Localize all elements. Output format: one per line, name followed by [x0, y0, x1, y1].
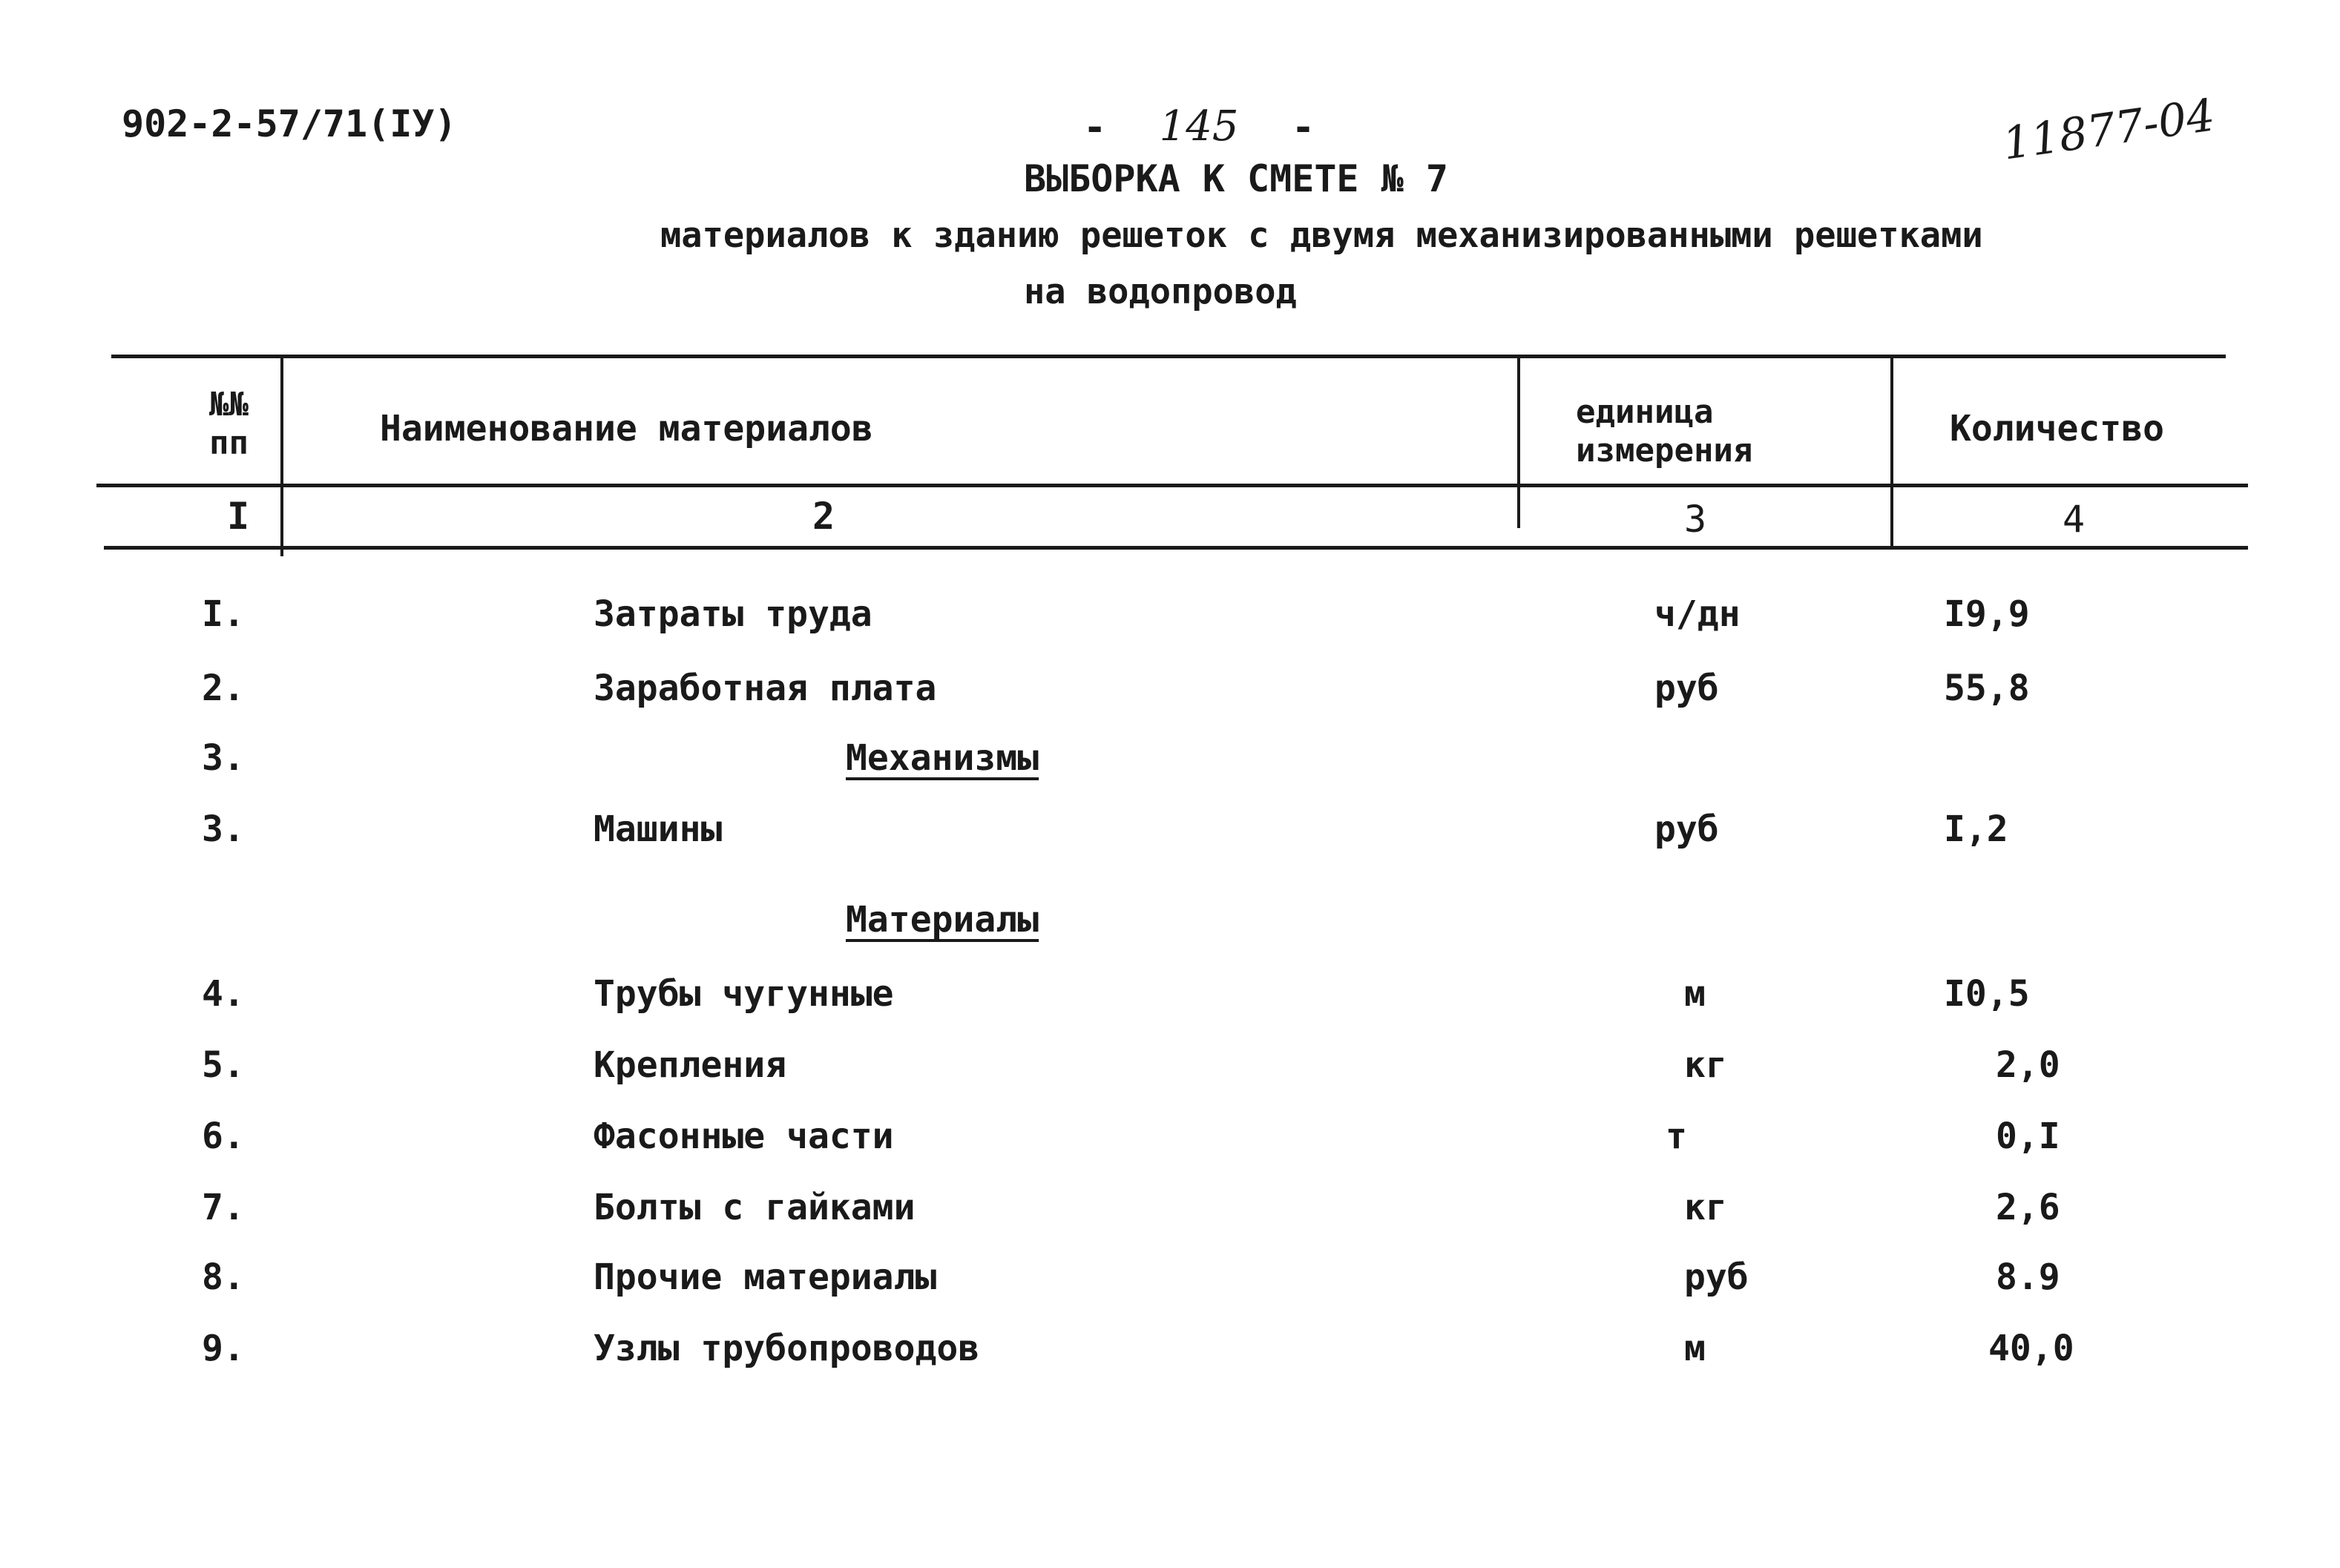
row-number: 4.	[202, 973, 245, 1015]
table-col-divider-1	[280, 356, 283, 556]
subtitle-line-2: на водопровод	[1024, 271, 1297, 312]
row-unit: руб	[1654, 808, 1719, 850]
row-quantity: 40,0	[1988, 1328, 2074, 1369]
table-row	[0, 808, 2340, 853]
row-name: Машины	[594, 808, 723, 850]
table-row	[0, 973, 2340, 1018]
row-name: Затраты труда	[594, 593, 872, 635]
col-header-unit-line1: единица	[1576, 393, 1714, 431]
row-unit: кг	[1684, 1044, 1727, 1086]
row-quantity: I,2	[1944, 808, 2008, 850]
archive-number: 11877-04	[1999, 89, 2218, 171]
col-header-qty: Количество	[1950, 408, 2164, 449]
table-row	[0, 1328, 2340, 1372]
col-header-num	[209, 386, 249, 463]
table-row-section	[0, 899, 2340, 943]
row-quantity: 2,0	[1996, 1044, 2060, 1086]
col-header-unit-line2: измерения	[1576, 432, 1753, 470]
table-index-rule	[104, 546, 2248, 550]
col-header-name: Наименование материалов	[380, 408, 873, 449]
subtitle-line-1: материалов к зданию решеток с двумя механизированными решетками	[660, 215, 1983, 256]
row-unit: т	[1666, 1116, 1687, 1157]
table-col-divider-3	[1890, 356, 1893, 549]
col-index-2: 2	[812, 495, 835, 538]
document-code: 902-2-57/71(IУ)	[122, 102, 457, 145]
page-number	[1083, 102, 1315, 151]
row-unit: руб	[1684, 1256, 1749, 1298]
row-number: 3.	[202, 808, 245, 850]
row-number: 2.	[202, 668, 245, 709]
row-quantity: 8.9	[1996, 1256, 2060, 1298]
row-name: Болты с гайками	[594, 1187, 916, 1228]
row-name: Трубы чугунные	[594, 973, 894, 1015]
table-row	[0, 1044, 2340, 1089]
section-heading-mechanisms: Механизмы	[846, 737, 1039, 779]
table-row	[0, 668, 2340, 712]
row-name: Прочие материалы	[594, 1256, 937, 1298]
row-quantity: I0,5	[1944, 973, 2030, 1015]
row-unit: м	[1684, 1328, 1706, 1369]
row-quantity: 2,6	[1996, 1187, 2060, 1228]
row-unit: ч/дн	[1654, 593, 1741, 635]
row-unit: руб	[1654, 668, 1719, 709]
table-header-rule	[96, 484, 2248, 487]
row-number: 6.	[202, 1116, 245, 1157]
page-title: ВЫБОРКА К СМЕТЕ № 7	[1024, 157, 1448, 200]
table-col-divider-2	[1517, 356, 1520, 528]
row-name: Фасонные части	[594, 1116, 894, 1157]
col-header-unit	[1576, 393, 1752, 470]
row-number: 7.	[202, 1187, 245, 1228]
row-name: Заработная плата	[594, 668, 937, 709]
row-number: 5.	[202, 1044, 245, 1086]
table-top-rule	[111, 355, 2226, 358]
page-dash-left: -	[1083, 105, 1107, 150]
row-unit: м	[1684, 973, 1706, 1015]
row-name: Крепления	[594, 1044, 787, 1086]
row-name: Узлы трубопроводов	[594, 1328, 980, 1369]
col-index-1: I	[227, 495, 250, 538]
row-quantity: 55,8	[1944, 668, 2030, 709]
table-row	[0, 593, 2340, 638]
table-row	[0, 1187, 2340, 1231]
table-row	[0, 1116, 2340, 1160]
page-dash-right: -	[1291, 105, 1315, 150]
page-number-value: 145	[1159, 102, 1239, 151]
col-header-num-line2: пп	[209, 424, 249, 462]
row-quantity: 0,I	[1996, 1116, 2060, 1157]
row-number: I.	[202, 593, 245, 635]
row-unit: кг	[1684, 1187, 1727, 1228]
col-index-4: 4	[2063, 498, 2086, 541]
col-index-3: 3	[1684, 498, 1707, 541]
row-number: 8.	[202, 1256, 245, 1298]
row-number: 3.	[202, 737, 245, 779]
table-row-section	[0, 737, 2340, 782]
row-quantity: I9,9	[1944, 593, 2030, 635]
row-number: 9.	[202, 1328, 245, 1369]
section-heading-materials: Материалы	[846, 899, 1039, 941]
table-row	[0, 1256, 2340, 1301]
col-header-num-line1: №№	[209, 386, 249, 424]
